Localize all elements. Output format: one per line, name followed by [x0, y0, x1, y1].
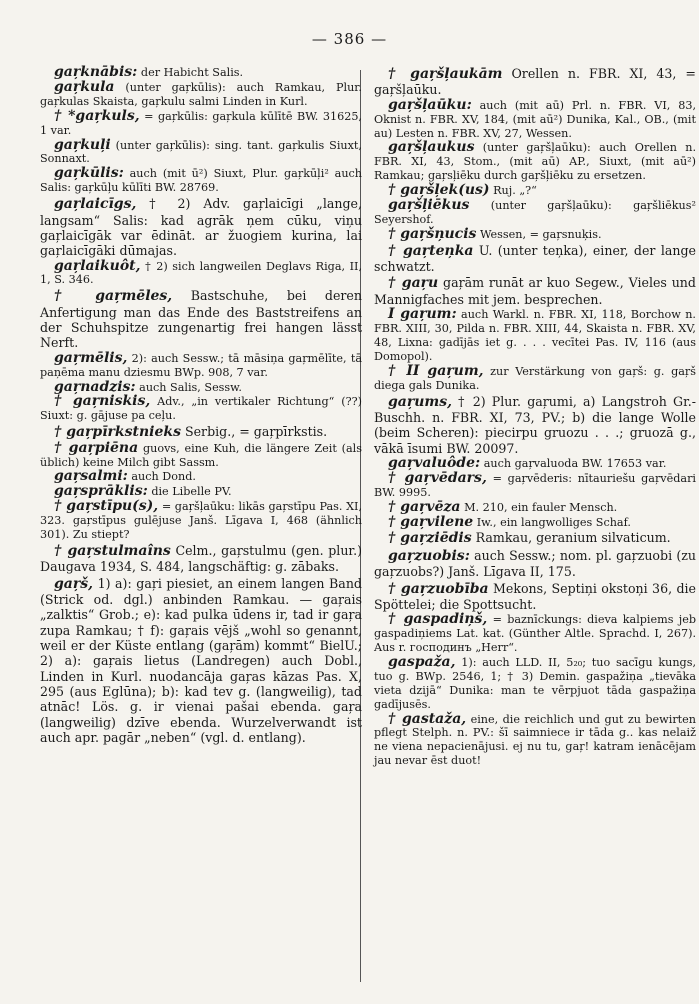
dictionary-entry	[40, 78, 362, 109]
entry-body: gaŗām runāt ar kuo Segew., Vieles und Mannigfaches mit jem. besprechen.	[374, 275, 696, 307]
entry-body: Iw., ein langwolliges Schaf.	[476, 515, 631, 529]
dictionary-entry	[40, 136, 362, 167]
entry-headword: gaŗšļaukus	[388, 139, 475, 156]
dictionary-entry	[40, 439, 363, 470]
entry-headword: gaŗkuļi	[54, 136, 111, 153]
dictionary-entry	[40, 167, 362, 195]
entry-headword: † gaŗpiēna	[54, 439, 139, 456]
entry-body: M. 210, ein fauler Mensch.	[464, 500, 618, 514]
left-column	[40, 66, 362, 746]
entry-headword: † gaŗšļaukām	[388, 66, 503, 82]
dictionary-entry	[374, 96, 697, 141]
entry-headword: gaŗšļiēkus	[388, 197, 470, 214]
dictionary-entry	[374, 394, 696, 456]
entry-body: = baznīckungs: dieva kalpiems jeb gaspadiņiems Lat. kat. (Günther Altle. Sprachd. I, 267). Aus r. господинъ „Herr“.	[374, 613, 697, 654]
entry-body: † 2) sich langweilen Deglavs Riga, II, 1, S. 346.	[40, 259, 363, 287]
entry-headword: gaŗsprāklis:	[54, 483, 148, 500]
entry-body: auch gaŗvaluoda BW. 17653 var.	[483, 456, 667, 470]
entry-headword: gaŗkūlis:	[54, 165, 124, 182]
page-number: — 386 —	[311, 30, 388, 48]
entry-headword: † gaŗvēza	[388, 498, 461, 515]
entry-body: U. (unter teņka), einer, der lange schwatzt.	[374, 242, 696, 275]
entry-headword: gaŗšļaūku:	[388, 96, 472, 113]
entry-headword: † gaŗstulmaîns	[54, 542, 171, 559]
entry-headword: gaŗsalmi:	[54, 468, 128, 485]
entry-body: 1): auch LLD. II, 5₂₀; tuo sacīgu kungs, tuo g. BWp. 2546, 1; † 3) Demin. gaspažiņa „tievāka vieta dzijā“ Dunika: man te vērpjuot tāda gaspažiņa gadījusēs.	[374, 655, 696, 711]
entry-body: 1) a): gaŗi piesiet, an einem langen Band (Strick od. dgl.) anbinden Ramkau. — gaŗais „zalktis“ Grob.; e): kad pulka ūdens ir, tad ir gaŗa zupa Ramkau; † f): gaŗais vējš „wohl so genannt, weil er der Küste entlang (gaŗām) kommt“ BielU.; 2) a): gaŗais lietus (Landregen) auch Dobl., Linden in Kurl. nuodancāja gaŗas kāzas Pas. X, 295 (aus Eglūna); b): kad tev g. (langweilig), tad atnāc! Lös. g. ir vienai pašai ebenda. gaŗa (langweilig) dzīve ebenda. Wurzelverwandt ist auch apr. pagār „neben“ (vgl. d. entlang).	[40, 575, 362, 746]
entry-headword: gaŗnadzis:	[54, 378, 136, 395]
dictionary-entry	[40, 500, 362, 542]
dictionary-entry	[374, 581, 696, 613]
dictionary-entry	[40, 257, 363, 288]
dictionary-entry	[374, 548, 696, 580]
dictionary-entry	[40, 424, 362, 440]
entry-headword: † gaŗzuobība	[388, 580, 489, 597]
dictionary-entry	[374, 199, 696, 227]
dictionary-entry	[374, 184, 696, 198]
entry-body: auch (mit ū²) Siuxt, Plur. gaŗkūļi² auch Salis: gaŗkūļu kūlīti BW. 28769.	[40, 167, 362, 195]
dictionary-entry	[40, 395, 362, 423]
dictionary-entry	[374, 362, 696, 393]
dictionary-entry	[40, 288, 362, 350]
entry-headword: † *gaŗkuls,	[54, 107, 140, 124]
dictionary-entry	[40, 470, 362, 484]
entry-body: der Habicht Salis.	[140, 66, 244, 79]
entry-headword: † gaŗpīrkstnieks	[54, 424, 181, 441]
dictionary-entry	[374, 141, 696, 183]
entry-headword: † gaŗšņucis	[388, 225, 477, 242]
dictionary-entry	[374, 243, 696, 275]
dictionary-entry	[40, 66, 362, 80]
entry-headword: † gaŗvilene	[388, 513, 474, 530]
dictionary-entry	[374, 308, 696, 364]
dictionary-entry	[40, 196, 362, 258]
entry-body: 2): auch Sessw.; tā māsiņa gaŗmēlīte, tā paņēma manu dziesmu BWp. 908, 7 var.	[40, 351, 362, 379]
dictionary-entry	[374, 66, 696, 98]
entry-headword: gaŗums,	[388, 393, 452, 410]
dictionary-entry	[374, 513, 696, 530]
entry-headword: † gaspadiņš,	[388, 611, 488, 628]
entry-headword: † gaŗziēdis	[388, 530, 472, 547]
entry-headword: † gaŗvēdars,	[388, 469, 487, 486]
entry-body: (unter gaŗšļaūku): auch Orellen n. FBR. XI, 43, Stom., (mit aū) AP., Siuxt, (mit aū²) Ramkau; gaŗsļiēku durch gaŗšļiēku zu ersetzen.	[374, 141, 697, 183]
entry-body: Bastschuhe, bei deren Anfertigung man das Ende des Baststreifens an der Schuhspitze zungenartig frei hangen lässt Nerft.	[40, 288, 362, 351]
entry-body: Wessen, = gaŗsnuķis.	[479, 227, 602, 241]
dictionary-entry	[374, 275, 696, 307]
entry-body: auch (mit aū) Prl. n. FBR. VI, 83, Oknist n. FBR. XV, 184, (mit aū²) Dunika, Kal., OB., (mit au) Lesten n. FBR. XV, 27, Wessen.	[374, 98, 697, 140]
dictionary-entry	[374, 469, 696, 500]
entry-body: auch Dond.	[131, 470, 196, 484]
entry-body: auch Sessw.; nom. pl. gaŗzuobi (zu gaŗzuobs?) Janš. Līgava II, 175.	[374, 547, 696, 580]
entry-headword: † gaŗstīpu(s),	[54, 498, 159, 515]
dictionary-entry	[374, 710, 696, 769]
dictionary-entry	[40, 349, 362, 380]
entry-body: = gaŗšļaūku: likās gaŗstīpu Pas. XI, 323. gaŗstīpus gulējuse Janš. Līgava I, 468 (ähnlich 301). Zu stiept?	[40, 500, 363, 542]
entry-headword: † gastaža,	[388, 710, 467, 727]
entry-body: = gaŗvēderis: nītauriešu gaŗvēdari BW. 9995.	[374, 471, 696, 499]
entry-body: (unter gaŗšļaūku): gaŗšliēkus² Seyershof.	[374, 199, 696, 226]
entry-body: zur Verstärkung von gaŗš: g. gaŗš diega gals Dunika.	[374, 364, 696, 392]
entry-headword: † gaŗteņka	[388, 242, 474, 259]
entry-headword: † gaŗniskis,	[54, 393, 151, 410]
dictionary-entry	[40, 378, 362, 395]
entry-headword: I gaŗum:	[388, 306, 457, 323]
entry-body: = gaŗkūlis: gaŗkula kūlītē BW. 31625, 1 var.	[40, 109, 362, 137]
right-column	[374, 66, 696, 769]
entry-body: Mekons, Septiņi okstoņi 36, die Spöttelei; die Spottsucht.	[374, 580, 696, 612]
entry-headword: † gaŗu	[388, 275, 439, 292]
entry-body: Ramkau, geranium silvaticum.	[475, 530, 671, 546]
dictionary-entry	[40, 576, 362, 746]
entry-headword: gaŗknābis:	[54, 64, 138, 80]
entry-headword: gaŗlaikuôt,	[54, 257, 141, 274]
entry-body: guovs, eine Kuh, die längere Zeit (als üblich) keine Milch gibt Sassm.	[40, 441, 363, 469]
entry-body: auch Warkl. n. FBR. XI, 118, Borchow n. FBR. XIII, 30, Pilda n. FBR. XIII, 44, Skaista n. FBR. XV, 48, Lixna: gadījās iet g. . . . vecītei Pas. IV, 116 (aus Domopol).	[374, 308, 696, 363]
entry-headword: gaspaža,	[388, 653, 456, 670]
entry-headword: † II gaŗum,	[388, 362, 484, 379]
entry-headword: gaŗvaluôde:	[388, 454, 481, 471]
dictionary-entry	[374, 613, 696, 655]
entry-headword: gaŗkula	[54, 78, 115, 95]
entry-headword: † gaŗšļek(us)	[388, 182, 490, 199]
entry-body: (unter gaŗkūlis): sing. tant. gaŗkulis Siuxt, Sonnaxt.	[40, 138, 362, 166]
entry-headword: gaŗzuobis:	[388, 547, 470, 564]
entry-body: Orellen n. FBR. XI, 43, = gaŗšļaūku.	[374, 66, 696, 98]
entry-headword: gaŗmēlis,	[54, 349, 128, 366]
entry-body: eine, die reichlich und gut zu bewirten pflegt Stelph. n. PV.: šī saimniece ir tāda g.. kas nelaiž ne viena nepacienājusi. ej nu tu, gaŗ! katram ienācējam jau nevar ēst duot!	[374, 712, 696, 768]
entry-body: † 2) Plur. gaŗumi, a) Langstroh Gr.-Buschh. n. FBR. XI, 73, PV.; b) die lange Wolle (beim Scheren): piecirpu gruozu . . .; gruozā g., vākā īsumi BW. 20097.	[374, 393, 696, 456]
entry-body: die Libelle PV.	[151, 485, 232, 499]
dictionary-entry	[40, 107, 362, 138]
dictionary-entry	[40, 485, 362, 499]
entry-body: auch Salis, Sessw.	[139, 380, 242, 394]
entry-headword: gaŗš,	[54, 575, 93, 592]
entry-body: Celm., gaŗstulmu (gen. plur.) Daugava 1934, S. 484, langschäftig: g. zābaks.	[40, 542, 362, 575]
entry-body: Serbig., = gaŗpīrkstis.	[184, 424, 328, 440]
dictionary-entry	[374, 653, 696, 712]
entry-body: Ruj. „?“	[493, 184, 537, 198]
entry-body: † 2) Adv. gaŗlaicīgi „lange, langsam“ Salis: kad agrāk ņem cūku, viņu gaŗlaicīgāk var ēdināt. ar žuogiem kurina, lai gaŗlaicīgāki dūmajas.	[40, 196, 363, 259]
dictionary-entry	[40, 543, 362, 575]
dictionary-entry	[374, 454, 696, 471]
dictionary-entry	[374, 225, 696, 242]
entry-headword: gaŗlaicīgs,	[54, 196, 137, 213]
dictionary-entry	[374, 530, 696, 546]
entry-body: Adv., „in vertikaler Richtung“ (??) Siuxt: g. gājuse pa ceļu.	[40, 395, 363, 423]
entry-headword: † gaŗmēles,	[54, 288, 173, 305]
dictionary-entry	[374, 498, 696, 515]
entry-body: (unter gaŗkūlis): auch Ramkau, Plur. gaŗkulas Skaista, gaŗkulu salmi Linden in Kurl.	[40, 80, 362, 108]
